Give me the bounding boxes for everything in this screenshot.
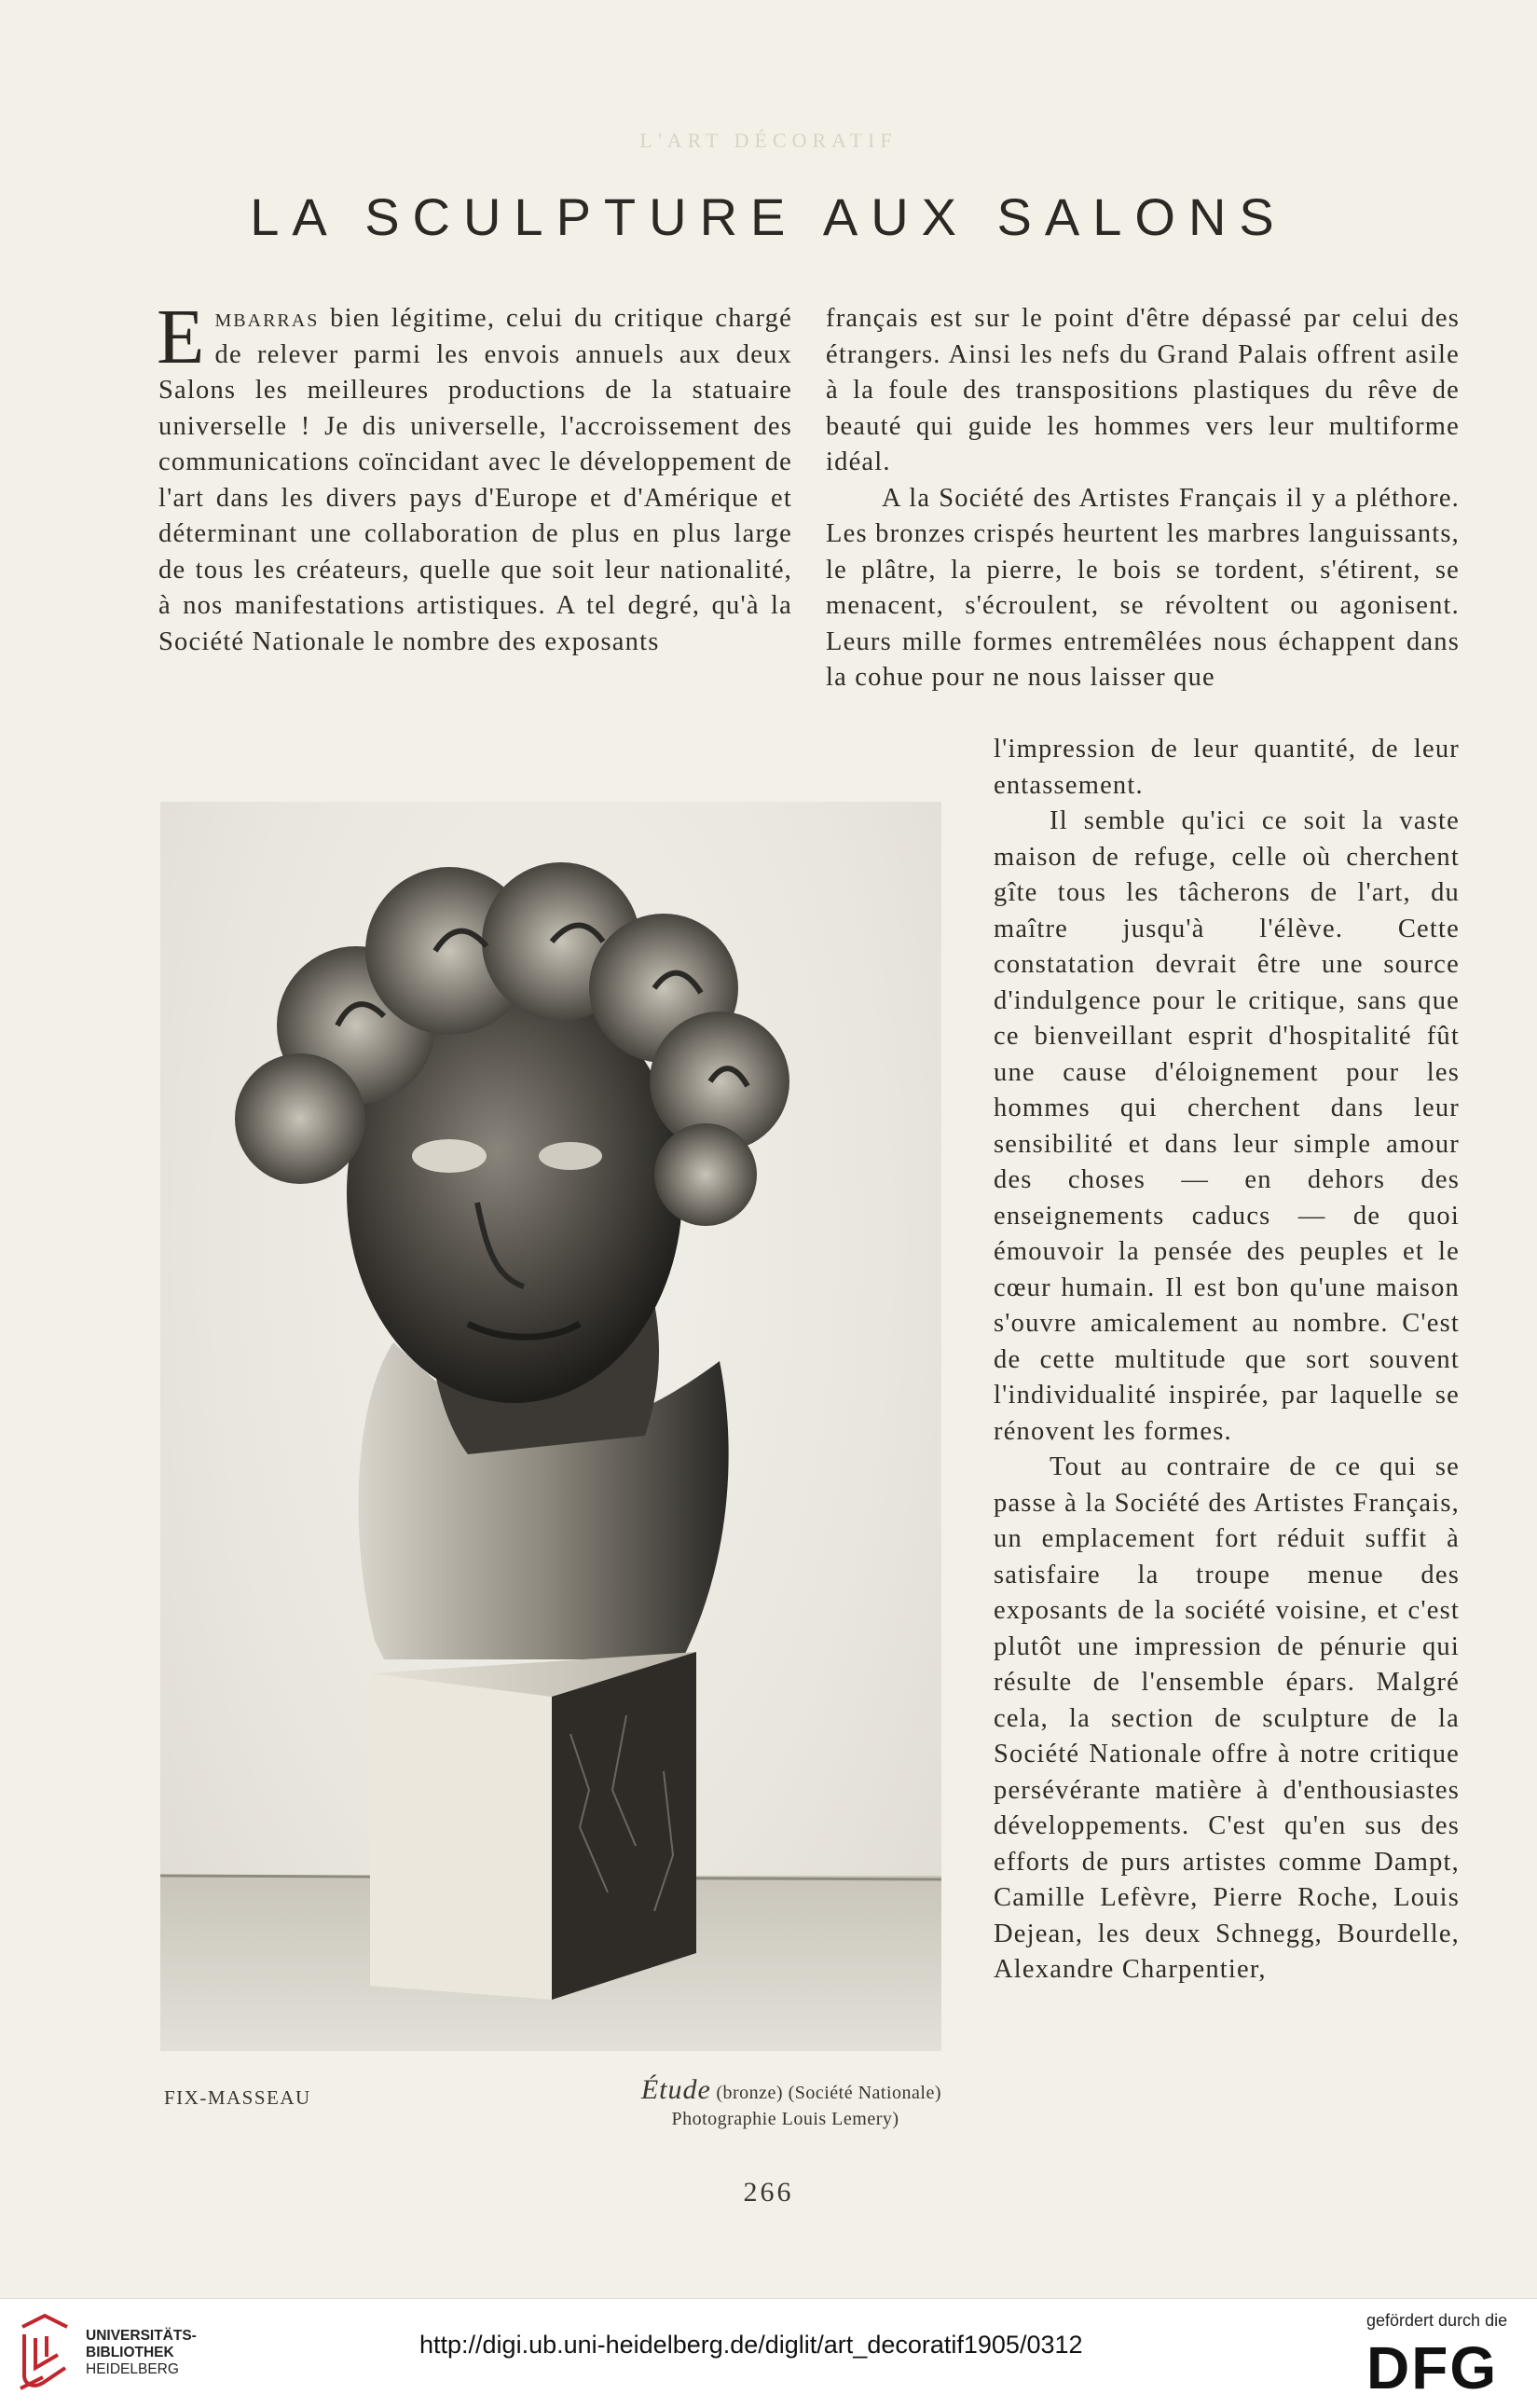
permalink-url[interactable]: http://digi.ub.uni-heidelberg.de/diglit/art_decoratif1905/0312 — [419, 2331, 1083, 2359]
caption-details: (bronze) (Société Nationale) — [710, 2083, 941, 2103]
paragraph: A la Société des Artistes Français il y a pléthore. Les bronzes crispés heurtent les marbres languissants, le plâtre, la pierre, le bois se tordent, s'étirent, se menacent, s'écroulent, se révoltent ou agonisent. Leurs mille formes entremêlées nous échappent dans la cohue pour ne nous laisser que — [826, 483, 1460, 692]
drop-cap: E — [157, 294, 206, 380]
caption-credit: Photographie Louis Lemery) — [671, 2109, 899, 2129]
dfg-logo-text: DFG — [1366, 2338, 1499, 2394]
institution-line-2: BIBLIOTHEK — [86, 2345, 174, 2360]
page-number: 266 — [743, 2177, 794, 2208]
opening-paragraph — [157, 294, 792, 660]
paragraph: Tout au contraire de ce qui se passe à la Société des Artistes Français, un emplacement fort réduit suffit à satisfaire la troupe menue des exposants de la société voisine, et c'est plutôt une impression de pénurie qui résulte de l'ensemble épars. Malgré cela, la section de sculpture de la Société Nationale offre à notre critique persévérante matière à d'enthousiastes développements. C'est qu'en sus des efforts de purs artistes comme Dampt, Camille Lefèvre, Pierre Roche, Louis Dejean, les deux Schnegg, Bourdelle, Alexandre Charpentier, — [994, 1452, 1460, 1984]
institution-name — [86, 2328, 197, 2378]
left-column — [157, 294, 792, 660]
left-column-text: bien légitime, celui du critique chargé de relever parmi les envois annuels aux deux Salons les meilleures productions de la statuaire universelle ! Je dis universelle, l'accroissement des communications coïncidant avec le développement de l'art dans les divers pays d'Europe et d'Amérique et déterminant une collaboration de plus en plus large de tous les créateurs, quelle que soit leur nationalité, à nos manifestations artistiques. A tel degré, qu'à la Société Nationale le nombre des exposants — [158, 304, 792, 656]
right-column-narrow — [994, 732, 1460, 1988]
paragraph: l'impression de leur quantité, de leur entassement. — [994, 735, 1460, 800]
paragraph: Il semble qu'ici ce soit la vaste maison de refuge, celle où cherchent gîte tous les tâcherons de l'art, du maître jusqu'à l'élève. Cette constatation devrait être une source d'indulgence pour le critique, sans que ce bienveillant esprit d'hospitalité fût une cause d'éloignement pour les hommes qui cherchent dans leur sensibilité et dans leur simple amour des choses — en dehors des enseignements caducs — de quoi émouvoir la pensée des peuples et le cœur humain. Il est bon qu'une maison s'ouvre amicalement au nombre. C'est de cette multitude que sort souvent l'individualité inspirée, par laquelle se rénovent les formes. — [994, 806, 1460, 1446]
running-head: L'ART DÉCORATIF — [639, 129, 898, 152]
institution-line-3: HEIDELBERG — [86, 2361, 179, 2377]
caption-artist: FIX-MASSEAU — [164, 2086, 311, 2109]
caption-title — [592, 2074, 941, 2132]
right-column-top — [826, 301, 1460, 696]
dfg-logo-icon — [1366, 2338, 1521, 2394]
paragraph: français est sur le point d'être dépassé par celui des étrangers. Ainsi les nefs du Grand Palais offrent asile à la foule des transpositions plastiques du rêve de beauté qui guide les hommes vers leur multiforme idéal. — [826, 304, 1460, 476]
article-title: LA SCULPTURE AUX SALONS — [250, 187, 1287, 246]
caption-work-title: Étude — [640, 2074, 711, 2105]
funded-by-label: gefördert durch die — [1366, 2311, 1508, 2330]
institution-line-1: UNIVERSITÄTS- — [86, 2328, 197, 2344]
ub-heidelberg-logo-icon — [15, 2310, 75, 2394]
opening-word: mbarras — [214, 304, 320, 333]
bust-illustration — [160, 802, 941, 2051]
sculpture-photograph — [160, 802, 941, 2051]
